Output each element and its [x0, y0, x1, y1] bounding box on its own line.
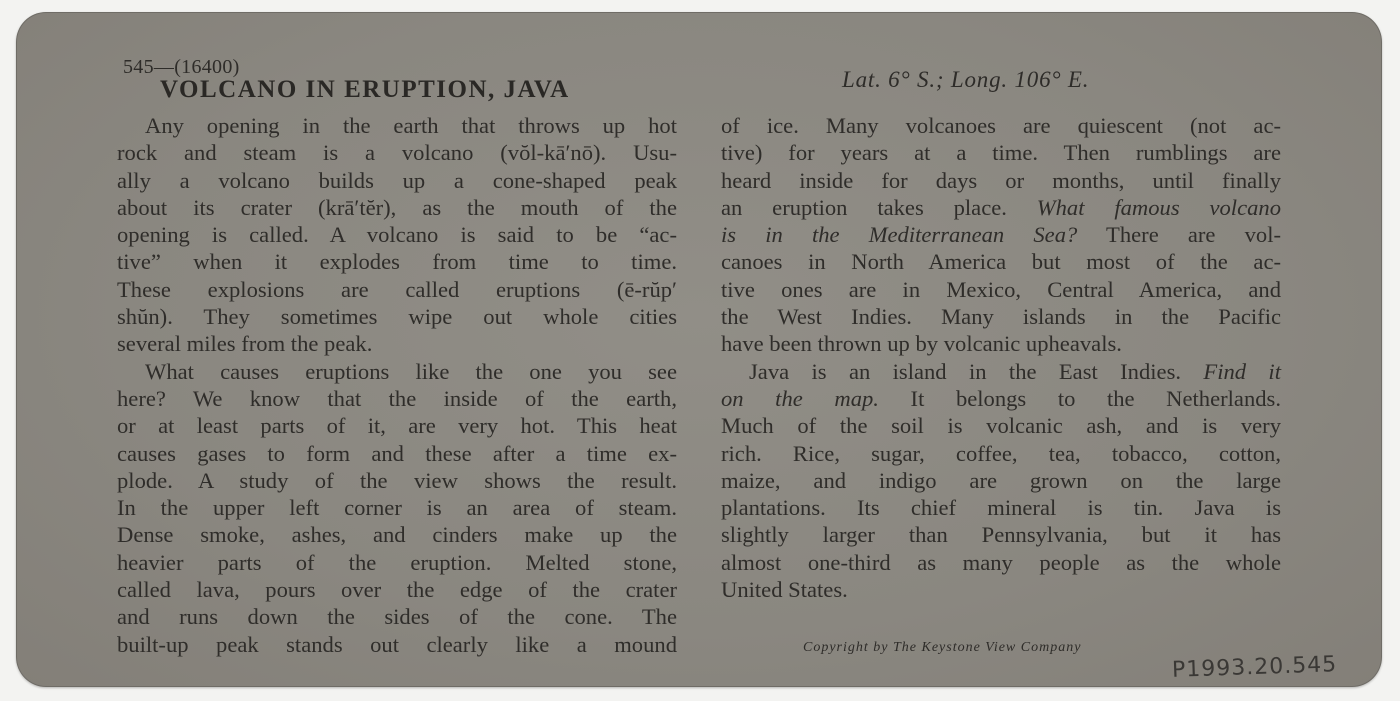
- text-line: plantations. Its chief mineral is tin. Java is: [721, 495, 1281, 521]
- text-line: heavier parts of the eruption. Melted stone,: [117, 549, 677, 575]
- text-line: [721, 194, 1281, 221]
- text-line: ally a volcano builds up a cone-shaped peak: [117, 167, 677, 193]
- text-line: canoes in North America but most of the ac-: [721, 249, 1281, 275]
- text-line: have been thrown up by volcanic upheavals.: [721, 331, 1122, 357]
- text-line: tive” when it explodes from time to time.: [117, 249, 677, 275]
- text-line: opening is called. A volcano is said to be “ac-: [117, 222, 677, 248]
- line-text: an eruption takes place.: [721, 194, 1007, 220]
- text-line: or at least parts of it, are very hot. This heat: [117, 413, 677, 439]
- accession-number: P1993.20.545: [1171, 652, 1338, 683]
- catalog-number: 545—(16400): [123, 56, 240, 78]
- text-line: [721, 385, 1281, 412]
- text-line: slightly larger than Pennsylvania, but it has: [721, 522, 1281, 548]
- text-line: rich. Rice, sugar, coffee, tea, tobacco, cotton,: [721, 440, 1281, 466]
- copyright-notice: Copyright by The Keystone View Company: [803, 640, 1082, 655]
- page-title: VOLCANO IN ERUPTION, JAVA: [160, 76, 570, 103]
- text-line: Much of the soil is volcanic ash, and is very: [721, 413, 1281, 439]
- line-text: Java is an island in the East Indies.: [749, 358, 1182, 384]
- text-line: about its crater (krā′tĕr), as the mouth of the: [117, 194, 677, 220]
- text-line: [721, 358, 1281, 385]
- text-line: plode. A study of the view shows the result.: [117, 467, 677, 493]
- line-text: There are vol-: [1106, 222, 1281, 248]
- text-line: [721, 221, 1281, 248]
- stereograph-card-back: [16, 12, 1382, 687]
- text-line: United States.: [721, 577, 848, 603]
- text-line: Any opening in the earth that throws up hot: [145, 113, 677, 138]
- text-line: tive) for years at a time. Then rumblings are: [721, 140, 1281, 166]
- text-line: Dense smoke, ashes, and cinders make up the: [117, 522, 677, 548]
- text-line: causes gases to form and these after a time ex-: [117, 440, 677, 466]
- text-line: shŭn). They sometimes wipe out whole cities: [117, 304, 677, 330]
- instruction-italic: on the map.: [721, 385, 879, 411]
- text-line: rock and steam is a volcano (vŏl-kā′nō). Usu-: [117, 140, 677, 166]
- text-line: built-up peak stands out clearly like a mound: [117, 631, 677, 657]
- text-line: These explosions are called eruptions (ē-rŭp′: [117, 276, 677, 302]
- right-text-column: [721, 112, 1281, 603]
- text-line: and runs down the sides of the cone. The: [117, 604, 677, 630]
- text-line: tive ones are in Mexico, Central America, and: [721, 276, 1281, 302]
- text-line: of ice. Many volcanoes are quiescent (not ac-: [721, 113, 1281, 138]
- text-line: here? We know that the inside of the earth,: [117, 385, 677, 411]
- question-italic: What famous volcano: [1036, 194, 1281, 220]
- text-line: heard inside for days or months, until finally: [721, 167, 1281, 193]
- text-line: several miles from the peak.: [117, 331, 373, 357]
- instruction-italic: Find it: [1203, 358, 1281, 384]
- line-text: It belongs to the Netherlands.: [910, 385, 1281, 411]
- text-line: In the upper left corner is an area of steam.: [117, 495, 677, 521]
- text-line: maize, and indigo are grown on the large: [721, 467, 1281, 493]
- text-line: almost one-third as many people as the whole: [721, 549, 1281, 575]
- question-italic: is in the Mediterranean Sea?: [721, 222, 1078, 248]
- left-text-column: [117, 112, 677, 658]
- text-line: What causes eruptions like the one you see: [145, 358, 677, 384]
- text-line: the West Indies. Many islands in the Pacific: [721, 304, 1281, 330]
- text-line: called lava, pours over the edge of the crater: [117, 577, 677, 603]
- coordinates-label: Lat. 6° S.; Long. 106° E.: [842, 67, 1090, 92]
